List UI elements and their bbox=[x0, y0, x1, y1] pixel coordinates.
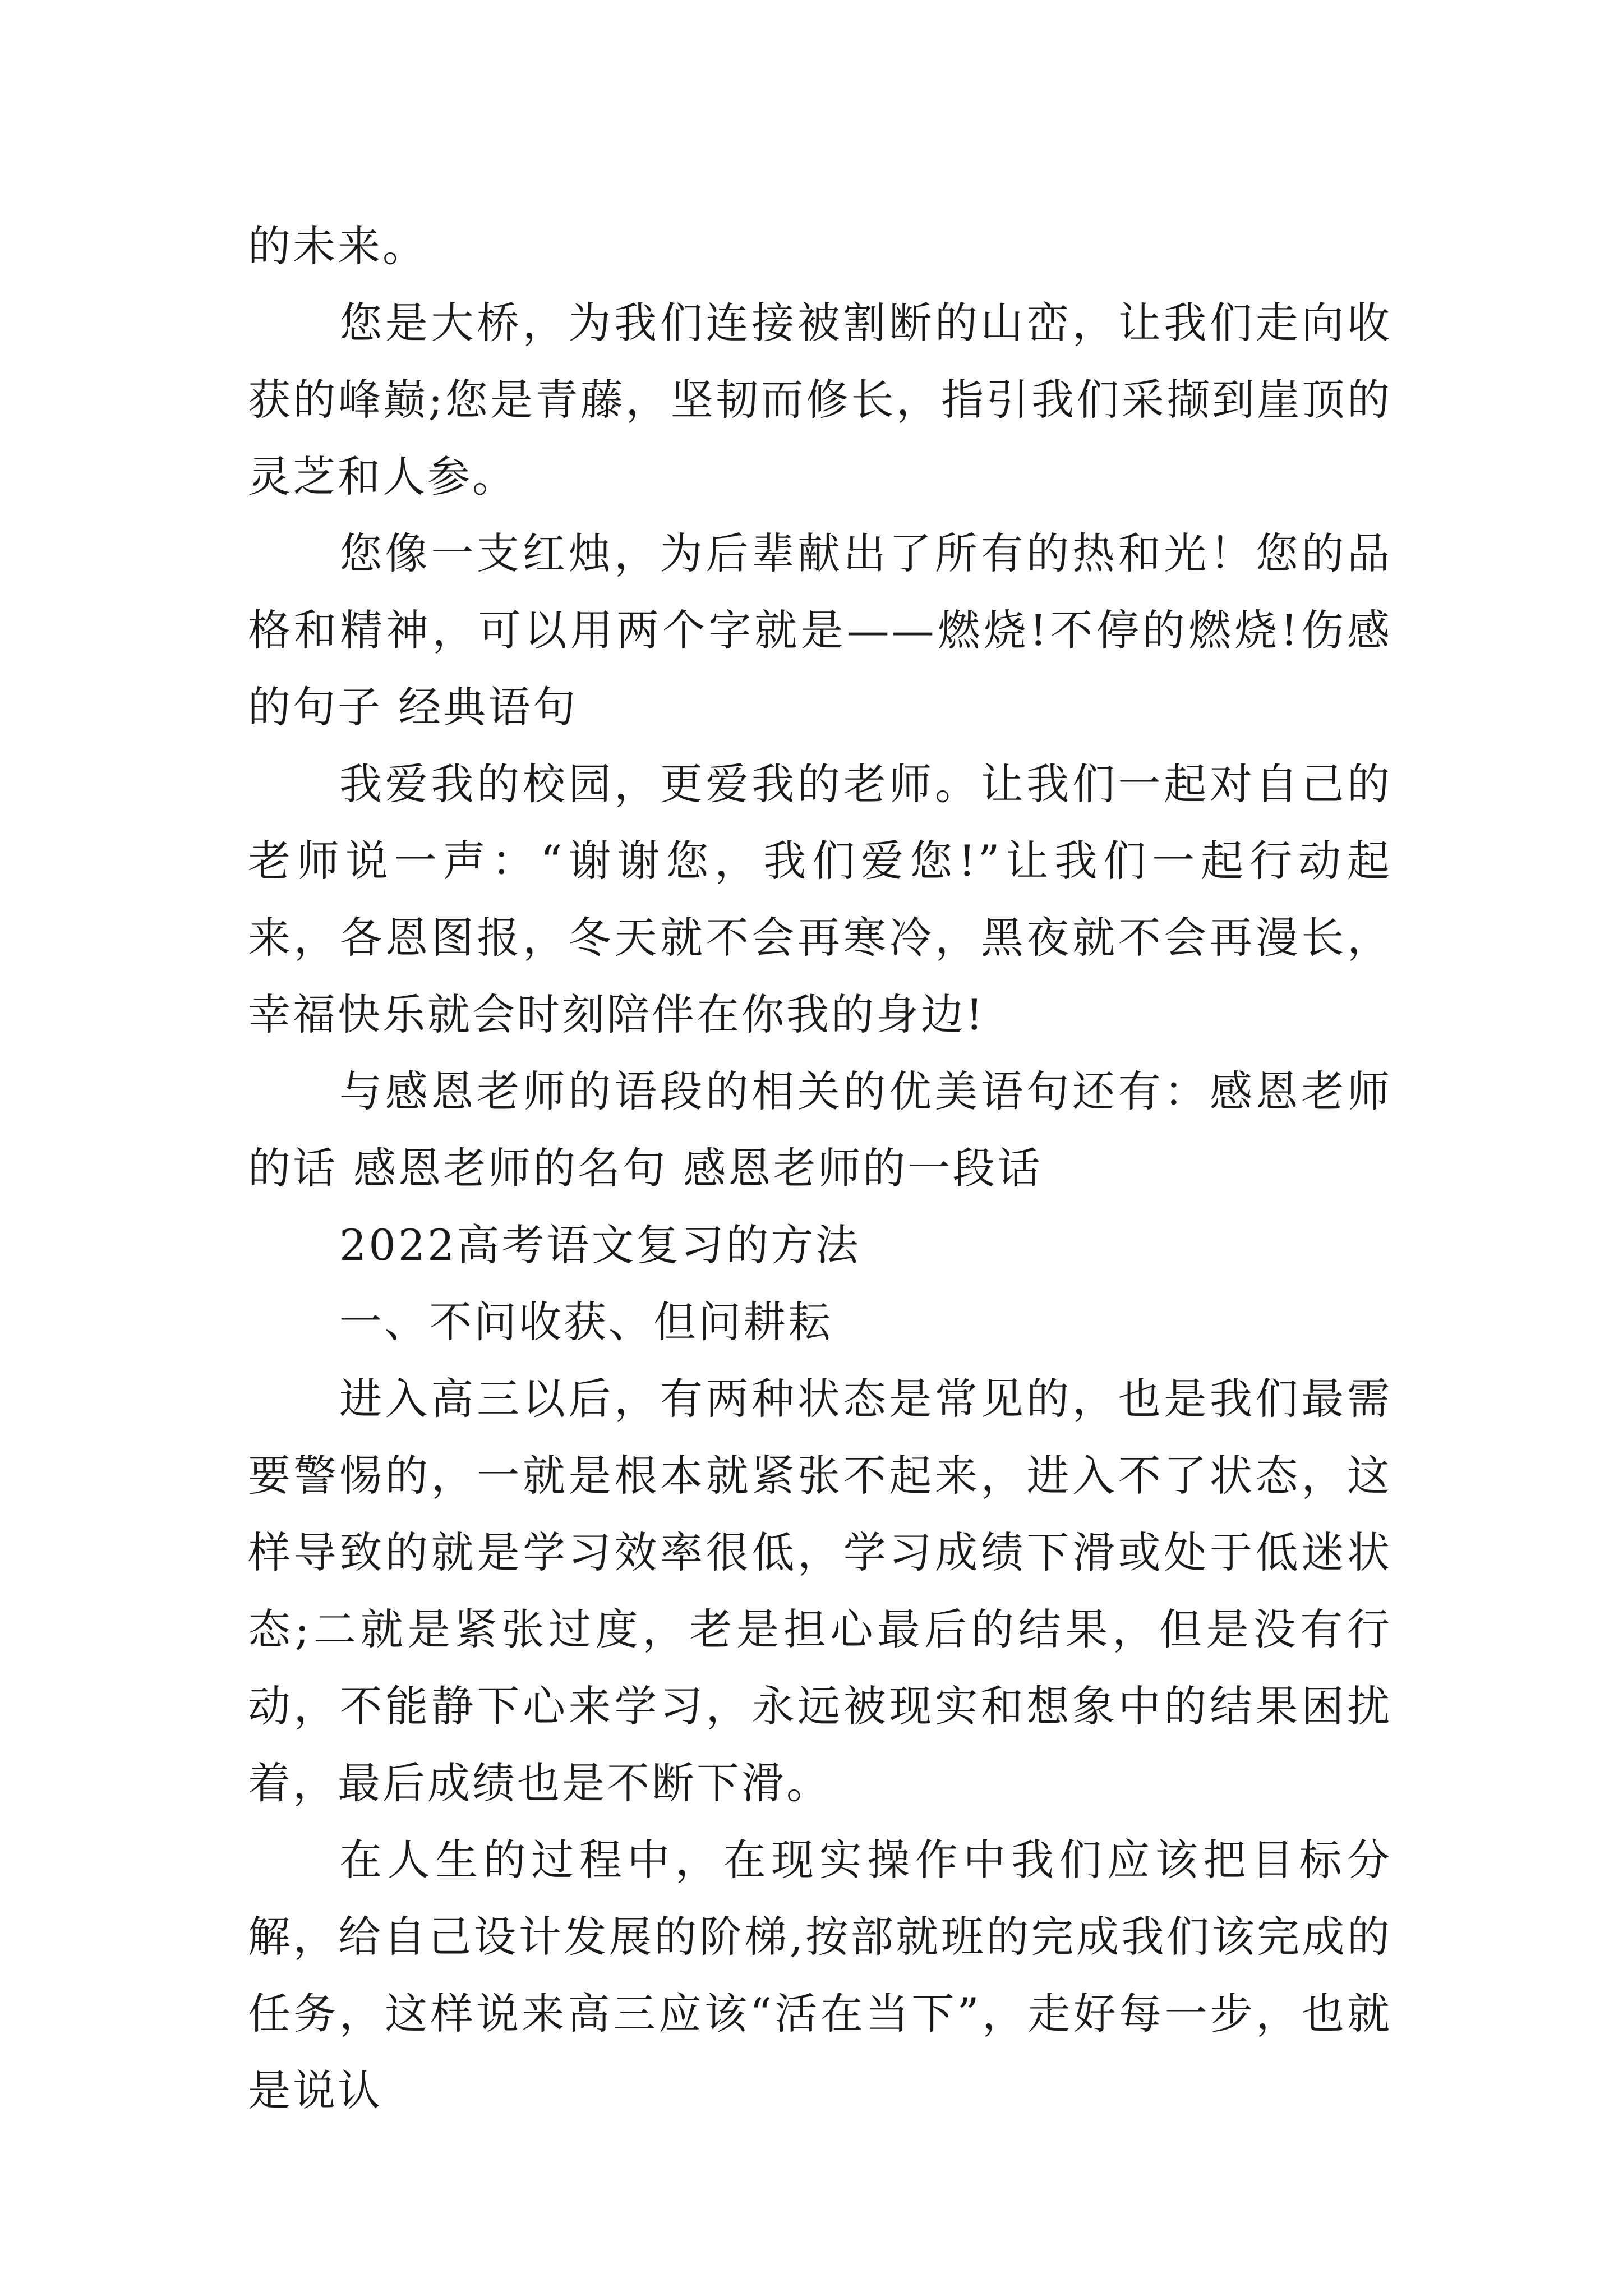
paragraph-senior-year-states: 进入高三以后，有两种状态是常见的，也是我们最需要警惕的，一就是根本就紧张不起来，进入不了状态，这样导致的就是学习效率很低，学习成绩下滑或处于低迷状态;二就是紧张过度，老是担心最后的结果，但是没有行动，不能静下心来学习，永远被现实和想象中的结果困扰着，最后成绩也是不断下滑。 bbox=[248, 1374, 1392, 1808]
paragraph-related-links: 与感恩老师的语段的相关的优美语句还有：感恩老师的话 感恩老师的名句 感恩老师的一段话 bbox=[248, 1066, 1392, 1193]
document-body bbox=[248, 208, 1392, 2129]
paragraph-continuation: 的未来。 bbox=[248, 221, 427, 271]
paragraph-life-process: 在人生的过程中，在现实操作中我们应该把目标分解，给自己设计发展的阶梯,按部就班的完成我们该完成的任务，这样说来高三应该“活在当下”，走好每一步，也就是说认 bbox=[248, 1835, 1392, 2115]
paragraph-campus: 我爱我的校园，更爱我的老师。让我们一起对自己的老师说一声：“谢谢您，我们爱您!”让我们一起行动起来，各恩图报，冬天就不会再寒冷，黑夜就不会再漫长，幸福快乐就会时刻陪伴在你我的身边! bbox=[248, 759, 1392, 1039]
paragraph-candle: 您像一支红烛，为后辈献出了所有的热和光！您的品格和精神，可以用两个字就是——燃烧!不停的燃烧!伤感的句子 经典语句 bbox=[248, 528, 1392, 732]
subsection-heading: 一、不问收获、但问耕耘 bbox=[339, 1297, 833, 1347]
section-heading: 2022高考语文复习的方法 bbox=[339, 1220, 861, 1270]
paragraph-bridge: 您是大桥，为我们连接被割断的山峦，让我们走向收获的峰巅;您是青藤，坚韧而修长，指引我们采撷到崖顶的灵芝和人参。 bbox=[248, 298, 1392, 501]
